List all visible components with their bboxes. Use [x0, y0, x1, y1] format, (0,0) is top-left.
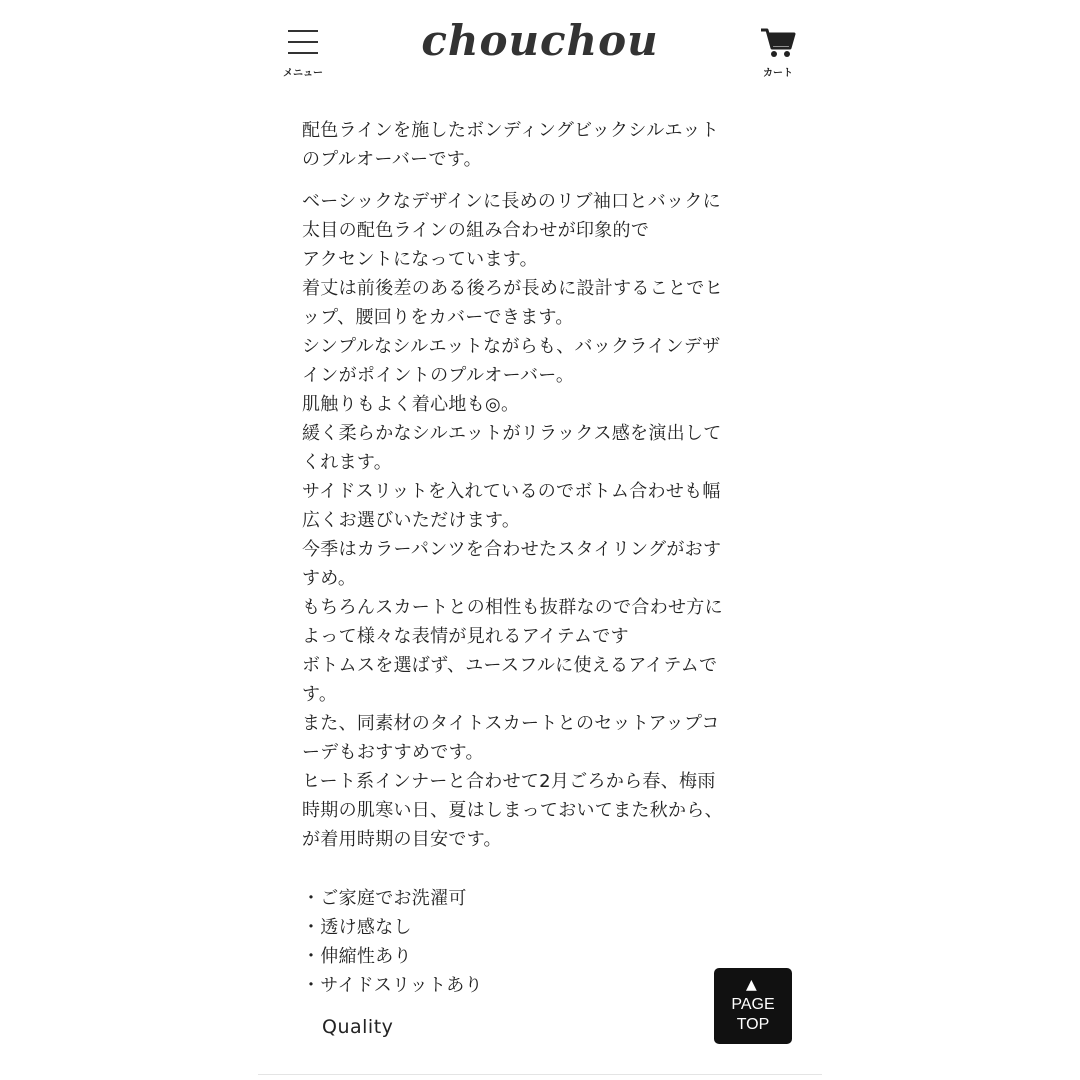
site-logo[interactable]: chouchou [421, 16, 659, 65]
feature-item: ・透け感なし [302, 917, 412, 938]
description-line: よって様々な表情が見れるアイテムです [302, 626, 629, 647]
page-top-label [714, 995, 792, 1035]
description-line: サイドスリットを入れているのでボトム合わせも幅 [302, 481, 721, 502]
description-line: 広くお選びいただけます。 [302, 510, 521, 531]
description-line: 配色ラインを施したボンディングビックシルエット [302, 120, 720, 141]
menu-button[interactable] [278, 26, 328, 82]
description-line: ップ、腰回りをカバーできます。 [302, 307, 574, 328]
description-line: ボトムスを選ばず、ユースフルに使えるアイテムで [302, 655, 718, 676]
description-line: 時期の肌寒い日、夏はしまっておいてまた秋から、 [302, 800, 723, 821]
description-line: が着用時期の目安です。 [302, 829, 502, 850]
description-line: アクセントになっています。 [302, 249, 538, 270]
description-line: ーデもおすすめです。 [302, 742, 484, 763]
page-top-label-line2: TOP [736, 1016, 770, 1033]
feature-item: ・伸縮性あり [302, 946, 412, 967]
cart-label: カート [763, 68, 793, 79]
description-line: 緩く柔らかなシルエットがリラックス感を演出して [302, 423, 722, 444]
description-line: 肌触りもよく着心地も◎。 [302, 394, 520, 415]
arrow-up-icon: ▲ [746, 977, 757, 993]
description-line: くれます。 [302, 452, 393, 473]
feature-item: ・サイドスリットあり [302, 975, 483, 996]
description-line: 着丈は前後差のある後ろが長めに設計することでヒ [302, 278, 723, 299]
description-line: もちろんスカートとの相性も抜群なので合わせ方に [302, 597, 723, 618]
description-line: 今季はカラーパンツを合わせたスタイリングがおす [302, 539, 722, 560]
hamburger-icon [288, 30, 318, 54]
description-line: ヒート系インナーと合わせて2月ごろから春、梅雨 [302, 771, 716, 792]
page-top-label-line1: PAGE [731, 996, 775, 1013]
feature-item: ・ご家庭でお洗濯可 [302, 888, 467, 909]
description-line: また、同素材のタイトスカートとのセットアップコ [302, 713, 720, 734]
description-line: す。 [302, 684, 338, 705]
description-line: すめ。 [302, 568, 357, 589]
cart-button[interactable] [752, 24, 804, 82]
cart-icon [760, 26, 796, 60]
page-top-button[interactable] [714, 968, 792, 1044]
quality-heading: Quality [322, 1016, 394, 1038]
bottom-divider [258, 1074, 822, 1075]
description-line: ベーシックなデザインに長めのリブ袖口とバックに [302, 191, 721, 212]
description-line: 太目の配色ラインの組み合わせが印象的で [302, 220, 650, 241]
product-description [302, 116, 772, 1000]
description-line: シンプルなシルエットながらも、バックラインデザ [302, 336, 721, 357]
description-line: インがポイントのプルオーバー。 [302, 365, 575, 386]
menu-label: メニュー [283, 68, 323, 79]
description-line: のプルオーバーです。 [302, 149, 482, 170]
